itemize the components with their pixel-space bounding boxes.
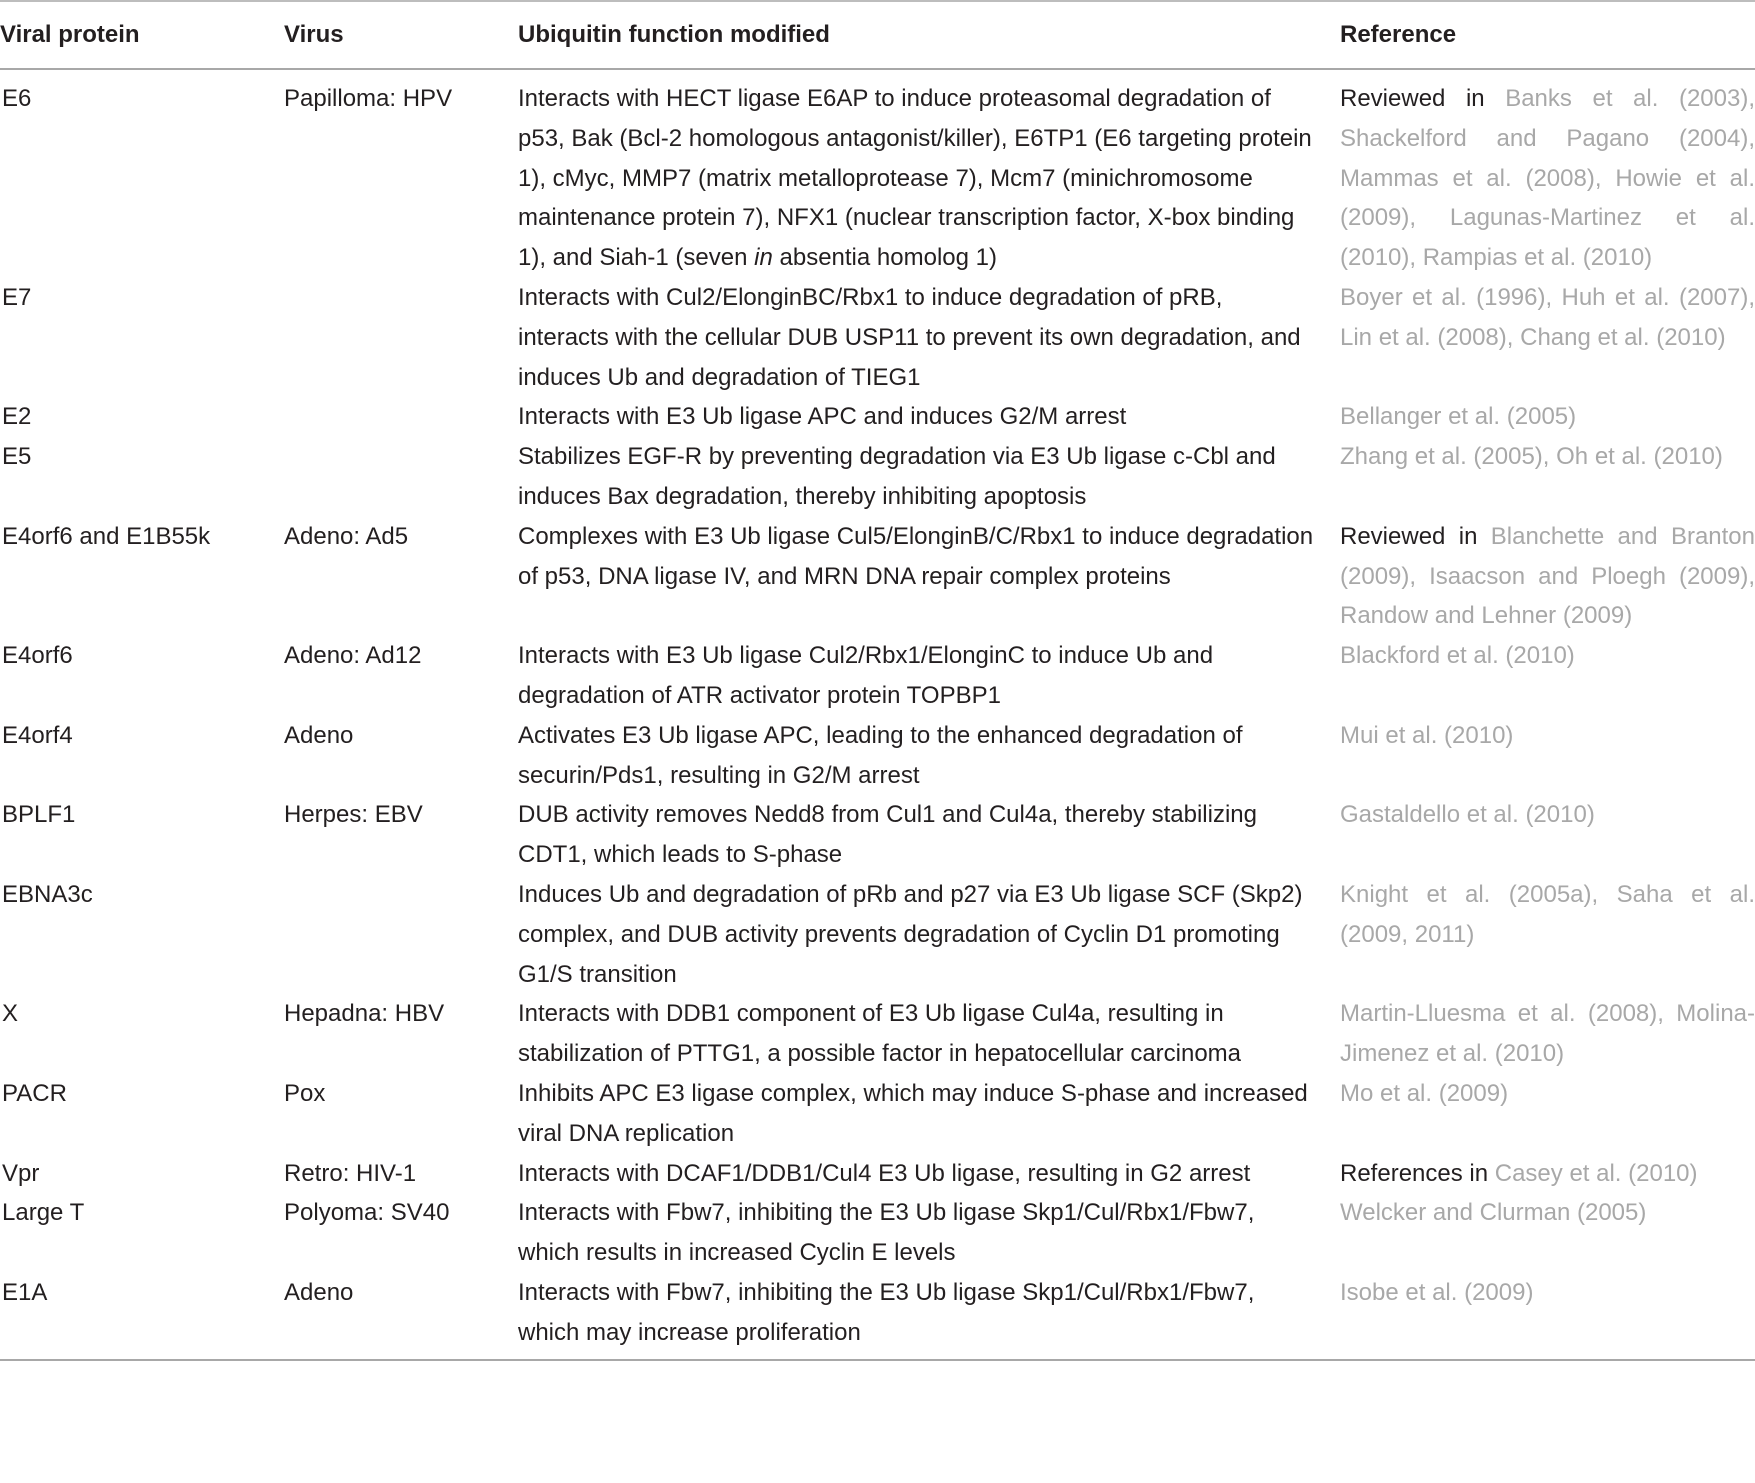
virus-cell: Hepadna: HBV: [284, 1000, 445, 1028]
table-row: [0, 397, 1755, 437]
reference-cell: [1340, 795, 1755, 875]
reference-link[interactable]: Zhang et al. (2005), Oh et al. (2010): [1340, 443, 1723, 471]
viral-protein-cell: E4orf4: [2, 721, 73, 749]
reference-prefix: Reviewed in: [1340, 522, 1491, 550]
viral-protein-cell: E6: [2, 85, 32, 112]
table-row: [0, 994, 1755, 1074]
ubiquitin-function-cell: [518, 1273, 1340, 1360]
reference-cell: [1340, 278, 1755, 397]
reference-cell: [1340, 397, 1755, 437]
virus-cell: [284, 437, 518, 517]
viral-protein-cell: E7: [2, 283, 32, 311]
function-text: Complexes with E3 Ub ligase Cul5/ElonginB/C/Rbx1 to induce degradation of p53, DNA ligase IV, and MRN DNA repair complex proteins: [518, 522, 1314, 590]
header-reference: Reference: [1340, 1, 1755, 69]
ubiquitin-function-cell: [518, 397, 1340, 437]
viral-protein-cell: Vpr: [2, 1159, 40, 1187]
table-row: [0, 636, 1755, 716]
reference-prefix: References in: [1340, 1159, 1495, 1187]
table-header: [0, 1, 1755, 69]
table-row: [0, 1074, 1755, 1154]
reference-cell: [1340, 1273, 1755, 1360]
ubiquitin-function-cell: [518, 994, 1340, 1074]
virus-cell: Herpes: EBV: [284, 801, 423, 829]
table-row: [0, 278, 1755, 397]
reference-link[interactable]: Welcker and Clurman (2005): [1340, 1199, 1647, 1227]
virus-cell: Retro: HIV-1: [284, 1159, 417, 1187]
reference-cell: [1340, 875, 1755, 994]
virus-cell: Polyoma: SV40: [284, 1199, 450, 1227]
reference-link[interactable]: Blanchette and Branton (2009), Isaacson and Ploegh (2009), Randow and Lehner (2009): [1340, 522, 1755, 630]
ubiquitin-function-cell: [518, 795, 1340, 875]
function-italic-text: in: [754, 244, 773, 272]
reference-link[interactable]: Martin-Lluesma et al. (2008), Molina-Jimenez et al. (2010): [1340, 1000, 1755, 1068]
function-text: Interacts with DCAF1/DDB1/Cul4 E3 Ub ligase, resulting in G2 arrest: [518, 1159, 1251, 1187]
ubiquitin-function-cell: [518, 517, 1340, 636]
reference-link[interactable]: Casey et al. (2010): [1494, 1159, 1698, 1187]
viral-protein-cell: E2: [2, 403, 32, 431]
reference-cell: [1340, 1074, 1755, 1154]
reference-link[interactable]: Mui et al. (2010): [1340, 721, 1514, 749]
table-body: [0, 69, 1755, 1360]
function-text: DUB activity removes Nedd8 from Cul1 and Cul4a, thereby stabilizing CDT1, which leads to S-phase: [518, 801, 1257, 869]
function-text: Stabilizes EGF-R by preventing degradation via E3 Ub ligase c-Cbl and induces Bax degradation, thereby inhibiting apoptosis: [518, 443, 1276, 510]
function-text: Induces Ub and degradation of pRb and p27 via E3 Ub ligase SCF (Skp2) complex, and DUB activity prevents degradation of Cyclin D1 promoting G1/S transition: [518, 880, 1303, 988]
viral-protein-cell: E5: [2, 443, 32, 471]
reference-link[interactable]: Mo et al. (2009): [1340, 1079, 1509, 1107]
viral-protein-cell: E4orf6 and E1B55k: [2, 522, 211, 550]
function-text: Interacts with E3 Ub ligase APC and induces G2/M arrest: [518, 403, 1127, 431]
reference-cell: [1340, 716, 1755, 796]
ubiquitin-function-cell: [518, 1154, 1340, 1194]
viral-protein-cell: BPLF1: [2, 801, 76, 829]
viral-protein-cell: E1A: [0, 1273, 284, 1360]
function-text: Inhibits APC E3 ligase complex, which may induce S-phase and increased viral DNA replication: [518, 1079, 1308, 1147]
reference-link[interactable]: Gastaldello et al. (2010): [1340, 801, 1595, 829]
reference-prefix: Reviewed in: [1340, 85, 1506, 112]
ubiquitin-function-cell: [518, 716, 1340, 796]
table-row: [0, 1273, 1755, 1360]
virus-cell: Adeno: Ad5: [284, 522, 409, 550]
viral-protein-cell: EBNA3c: [2, 880, 93, 908]
function-text: Interacts with Fbw7, inhibiting the E3 Ub ligase Skp1/Cul/Rbx1/Fbw7, which may increase proliferation: [518, 1278, 1255, 1346]
table-row: [0, 1154, 1755, 1194]
header-row: [0, 1, 1755, 69]
table-row: [0, 517, 1755, 636]
reference-link[interactable]: Isobe et al. (2009): [1340, 1278, 1534, 1306]
function-text: Interacts with DDB1 component of E3 Ub ligase Cul4a, resulting in stabilization of PTTG1, a possible factor in hepatocellular carcinoma: [518, 1000, 1242, 1068]
virus-cell: [284, 278, 518, 397]
function-text: Interacts with Cul2/ElonginBC/Rbx1 to induce degradation of pRB, interacts with the cellular DUB USP11 to prevent its own degradation, and induces Ub and degradation of TIEG1: [518, 283, 1301, 391]
reference-cell: [1340, 1193, 1755, 1273]
ubiquitin-function-cell: [518, 1193, 1340, 1273]
virus-cell: Adeno: [284, 1273, 518, 1360]
reference-link[interactable]: Knight et al. (2005a), Saha et al. (2009, 2011): [1340, 880, 1755, 948]
ubiquitin-function-cell: [518, 278, 1340, 397]
virus-cell: Adeno: Ad12: [284, 642, 422, 670]
viral-protein-cell: X: [2, 1000, 19, 1028]
header-virus: Virus: [284, 1, 518, 69]
table-row: [0, 1193, 1755, 1273]
function-text: Activates E3 Ub ligase APC, leading to the enhanced degradation of securin/Pds1, resulting in G2/M arrest: [518, 721, 1243, 789]
header-ubiquitin-function: Ubiquitin function modified: [518, 1, 1340, 69]
table-row: [0, 795, 1755, 875]
virus-cell: Pox: [284, 1079, 326, 1107]
reference-link[interactable]: Blackford et al. (2010): [1340, 642, 1575, 670]
viral-protein-cell: E4orf6: [2, 642, 73, 670]
ubiquitin-function-cell: [518, 69, 1340, 278]
reference-link[interactable]: Bellanger et al. (2005): [1340, 403, 1577, 431]
function-text: Interacts with HECT ligase E6AP to induce proteasomal degradation of p53, Bak (Bcl-2 homologous antagonist/killer), E6TP1 (E6 targeting protein 1), cMyc, MMP7 (matrix metalloprotease 7), Mcm7 (minichromosome maintenance protein 7), NFX1 (nuclear transcription factor, X-box binding 1), and Siah-1 (seven: [518, 85, 1312, 272]
reference-link[interactable]: Banks et al. (2003), Shackelford and Pagano (2004), Mammas et al. (2008), Howie et al. (2009), Lagunas-Martinez et al. (2010), Rampias et al. (2010): [1340, 85, 1755, 272]
reference-cell: [1340, 517, 1755, 636]
virus-cell: Adeno: [284, 721, 354, 749]
table-row: [0, 437, 1755, 517]
reference-cell: [1340, 437, 1755, 517]
header-viral-protein: Viral protein: [0, 1, 284, 69]
ubiquitin-function-cell: [518, 875, 1340, 994]
function-text-continued: absentia homolog 1): [772, 244, 997, 272]
ubiquitin-function-cell: [518, 636, 1340, 716]
reference-cell: [1340, 69, 1755, 278]
ubiquitin-function-cell: [518, 437, 1340, 517]
table-row: [0, 69, 1755, 278]
viral-protein-cell: PACR: [2, 1079, 67, 1107]
reference-cell: [1340, 994, 1755, 1074]
reference-cell: [1340, 1154, 1755, 1194]
virus-cell: [284, 397, 518, 437]
virus-cell: Papilloma: HPV: [284, 85, 453, 112]
table-row: [0, 875, 1755, 994]
table-row: [0, 716, 1755, 796]
function-text: Interacts with Fbw7, inhibiting the E3 Ub ligase Skp1/Cul/Rbx1/Fbw7, which results in increased Cyclin E levels: [518, 1199, 1255, 1267]
virus-cell: [284, 875, 518, 994]
viral-protein-cell: Large T: [2, 1199, 85, 1227]
function-text: Interacts with E3 Ub ligase Cul2/Rbx1/ElonginC to induce Ub and degradation of ATR activator protein TOPBP1: [518, 642, 1214, 709]
reference-link[interactable]: Boyer et al. (1996), Huh et al. (2007), Lin et al. (2008), Chang et al. (2010): [1340, 283, 1755, 351]
ubiquitin-function-cell: [518, 1074, 1340, 1154]
reference-cell: [1340, 636, 1755, 716]
